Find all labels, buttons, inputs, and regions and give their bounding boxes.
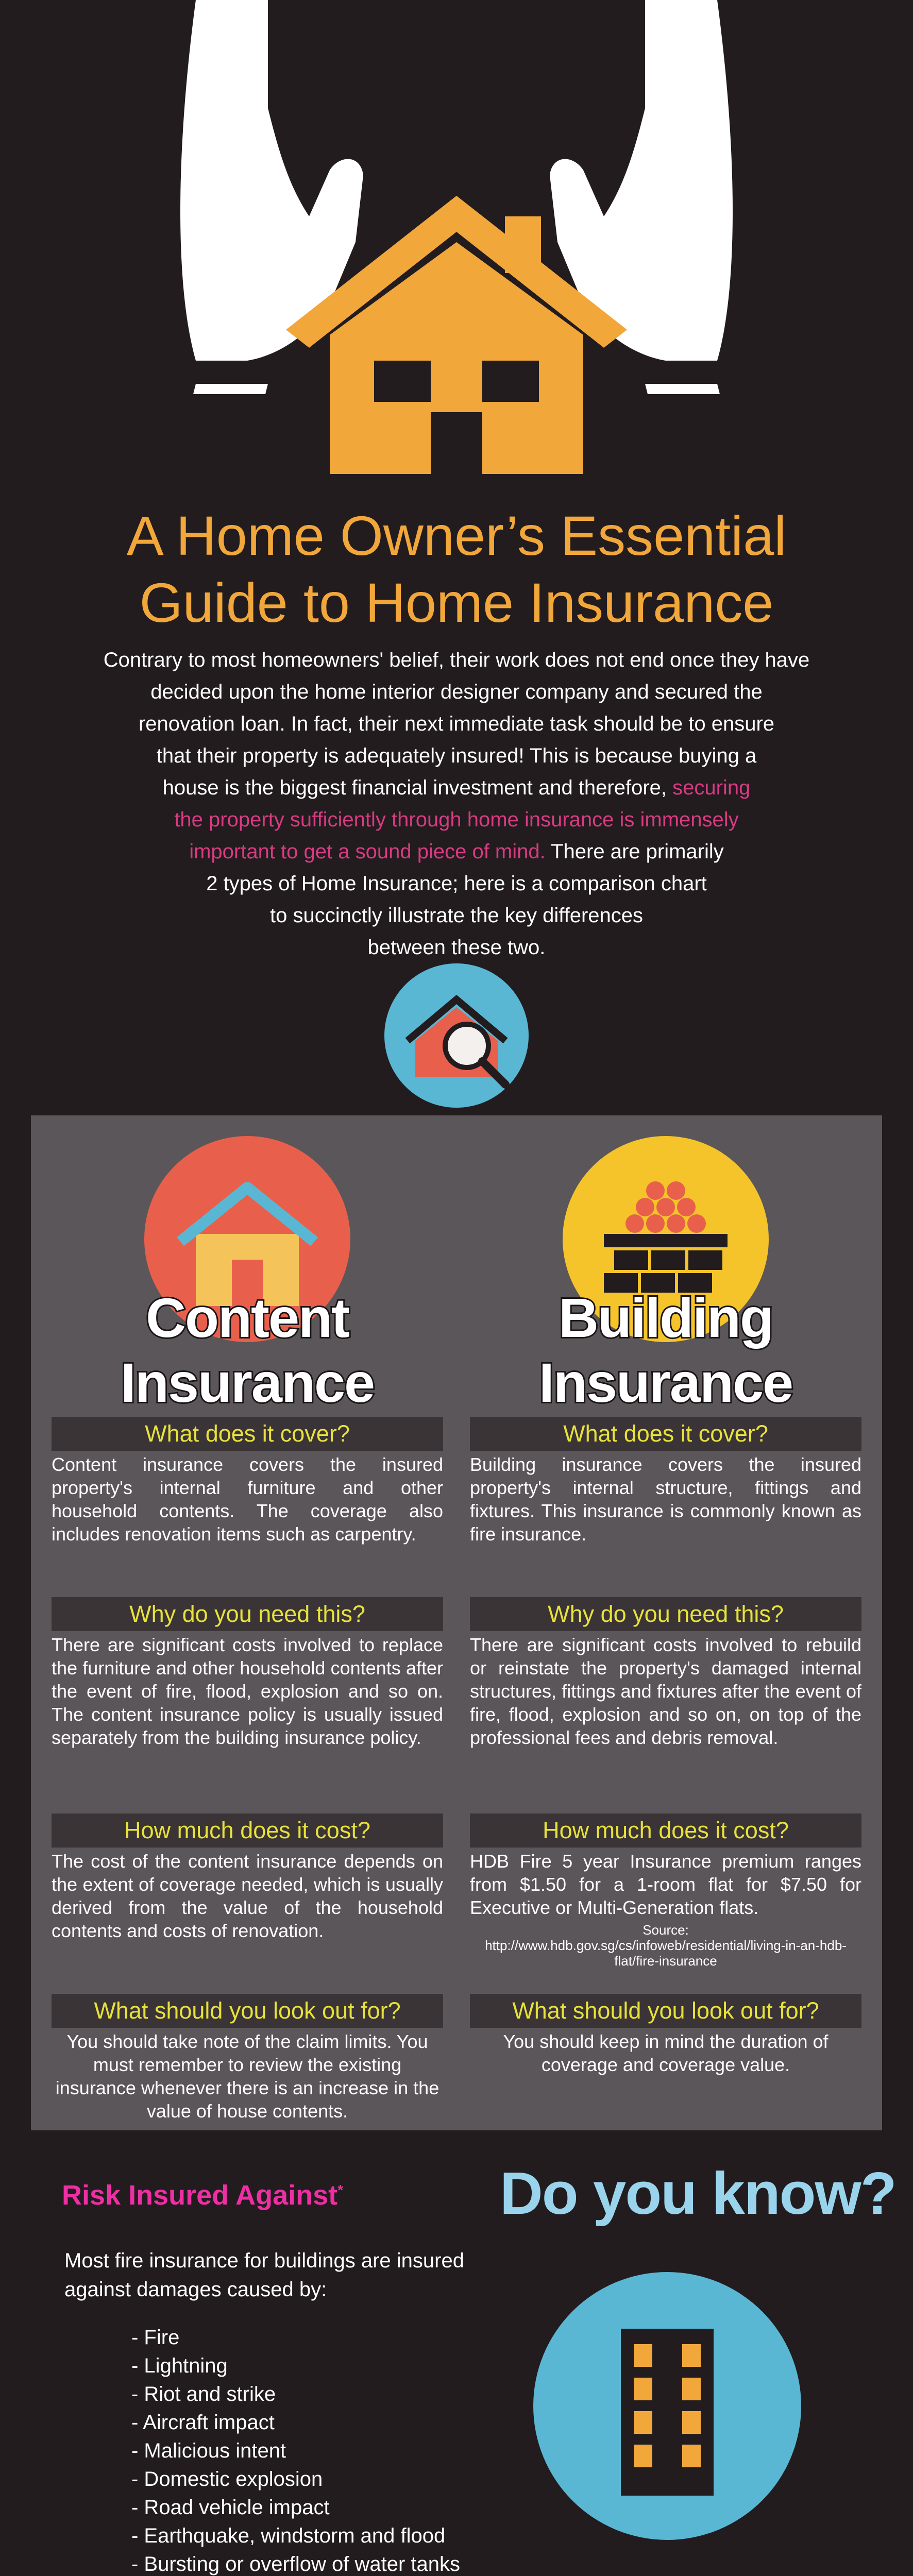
title-line: Building <box>559 1286 773 1349</box>
answer-how-much: The cost of the content insurance depends on the extent of coverage needed, which is usually derived from the value of the household contents and costs of renovation. <box>52 1851 443 1941</box>
list-item: - Fire <box>131 2326 180 2349</box>
risk-title-text: Risk Insured Against <box>62 2180 338 2211</box>
building-insurance-title <box>470 1285 861 1415</box>
risk-insured-title <box>62 2179 343 2211</box>
question-why-need: Why do you need this? <box>52 1597 443 1631</box>
question-what-cover: What does it cover? <box>470 1417 861 1451</box>
answer-text: HDB Fire 5 year Insurance premium ranges from $1.50 for a 1-room flat for $7.50 for Executive or Multi-Generation flats. <box>470 1851 861 1918</box>
list-item: - Bursting or overflow of water tanks <box>131 2553 461 2575</box>
list-item: - Earthquake, windstorm and flood <box>131 2524 446 2547</box>
risk-list <box>131 2324 492 2576</box>
high-rise-building-icon <box>528 2267 806 2545</box>
list-item: - Riot and strike <box>131 2383 276 2405</box>
question-how-much: How much does it cost? <box>52 1814 443 1848</box>
answer-why-need: There are significant costs involved to rebuild or reinstate the property's damaged internal structures, fittings and fixtures after the event of fire, flood, explosion and so on, on top of the professional fees and debris removal. <box>470 1634 861 1748</box>
question-what-cover: What does it cover? <box>52 1417 443 1451</box>
question-look-out: What should you look out for? <box>470 1994 861 2028</box>
title-line: Content <box>146 1286 349 1349</box>
intro-line: decided upon the home interior designer company and secured the <box>150 681 763 703</box>
source-label: Source: <box>643 1922 689 1938</box>
list-item: - Aircraft impact <box>131 2411 275 2434</box>
answer-what-cover: Building insurance covers the insured property's internal structure, fittings and fixtures. This insurance is commonly known as fire insurance. <box>470 1454 861 1545</box>
page-title-line-1: A Home Owner’s Essential <box>126 504 787 567</box>
intro-line: 2 types of Home Insurance; here is a comparison chart <box>206 872 707 895</box>
page-title-line-2: Guide to Home Insurance <box>139 571 774 634</box>
house-inspection-icon <box>379 958 534 1113</box>
answer-how-much <box>470 1850 861 1969</box>
question-look-out: What should you look out for? <box>52 1994 443 2028</box>
answer-look-out: You should keep in mind the duration of coverage and coverage value. <box>503 2031 829 2075</box>
intro-line: to succinctly illustrate the key differences <box>269 904 644 927</box>
list-item: - Road vehicle impact <box>131 2496 330 2519</box>
intro-highlight: the property sufficiently through home insurance is immensely <box>174 808 739 831</box>
question-why-need: Why do you need this? <box>470 1597 861 1631</box>
risk-intro: Most fire insurance for buildings are insured against damages caused by: <box>64 2249 464 2301</box>
intro-line <box>72 772 841 804</box>
intro-line: renovation loan. In fact, their next immediate task should be to ensure <box>138 713 775 735</box>
answer-look-out: You should take note of the claim limits. You must remember to review the existing insurance whenever there is an increase in the value of house contents. <box>55 2031 439 2122</box>
do-you-know-title: Do you know? <box>500 2160 896 2227</box>
page-title <box>0 502 913 636</box>
hero-section <box>0 0 913 1041</box>
question-how-much: How much does it cost? <box>470 1814 861 1848</box>
answer-why-need: There are significant costs involved to replace the furniture and other household contents after the event of fire, flood, explosion and so on. The content insurance policy is usually issued separately from the building insurance policy. <box>52 1634 443 1748</box>
source-link[interactable]: http://www.hdb.gov.sg/cs/infoweb/residential/living-in-an-hdb-flat/fire-insurance <box>485 1938 847 1969</box>
content-insurance-title <box>52 1285 443 1415</box>
intro-highlight: securing <box>672 776 751 799</box>
list-item: - Domestic explosion <box>131 2468 323 2490</box>
answer-what-cover: Content insurance covers the insured property's internal furniture and other household contents. The coverage also includes renovation items such as carpentry. <box>52 1454 443 1545</box>
title-line: Insurance <box>120 1351 375 1414</box>
intro-line: between these two. <box>367 936 546 959</box>
intro-text: There are primarily <box>551 840 724 863</box>
intro-highlight: important to get a sound piece of mind. <box>189 840 546 863</box>
list-item: - Malicious intent <box>131 2439 286 2462</box>
comparison-panel <box>31 1115 882 2130</box>
intro-line: Contrary to most homeowners' belief, their work does not end once they have <box>103 649 810 671</box>
intro-text: house is the biggest financial investment and therefore, <box>162 776 667 799</box>
title-line: Insurance <box>538 1351 793 1414</box>
intro-line <box>72 836 841 868</box>
hands-holding-house-illustration <box>0 0 913 495</box>
list-item: - Lightning <box>131 2354 228 2377</box>
intro-paragraph <box>72 644 841 963</box>
risk-title-mark: * <box>337 2182 344 2198</box>
intro-line: that their property is adequately insured! This is because buying a <box>156 744 757 767</box>
